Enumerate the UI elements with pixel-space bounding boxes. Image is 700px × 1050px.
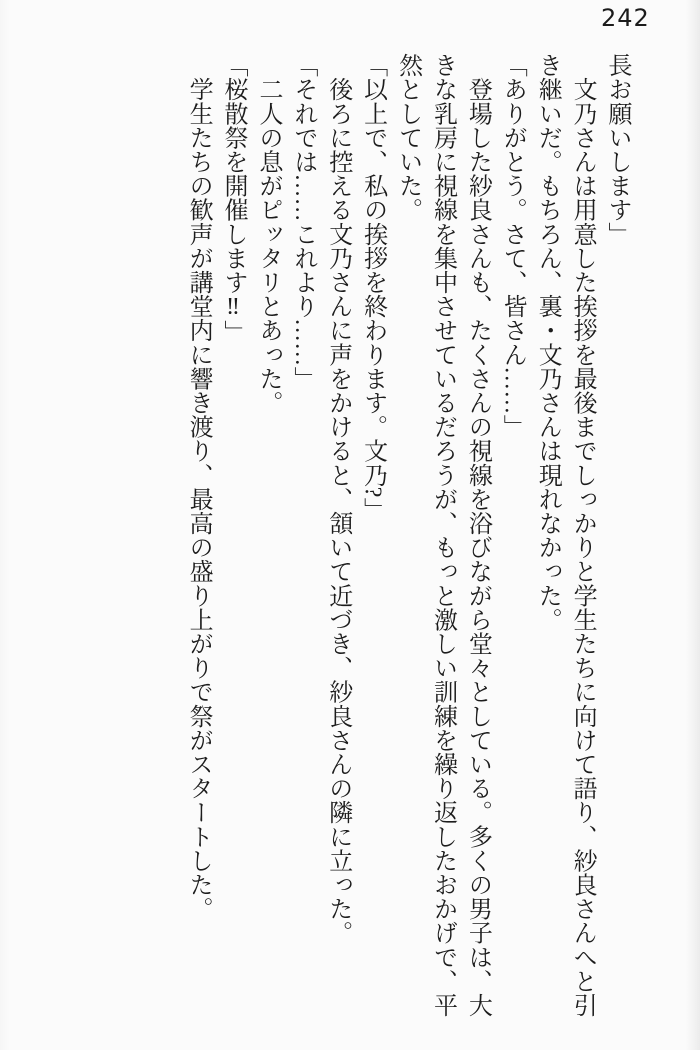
vertical-text-block: [180, 53, 634, 1029]
text-column-7: 然としていた。: [394, 53, 421, 222]
text-column-8: 「以上で、私の挨拶を終わります。文乃?」: [359, 53, 386, 522]
text-column-12: 「桜散祭を開催します‼」: [220, 53, 247, 345]
page-number: 242: [601, 4, 650, 32]
text-column-4: 「ありがとう。さて、皆さん……」: [499, 53, 526, 439]
text-column-13: 学生たちの歓声が講堂内に響き渡り、最高の盛り上がりで祭がスタートした。: [185, 53, 212, 921]
text-column-5: 登場した紗良さんも、たくさんの視線を浴びながら堂々としている。多くの男子は、大: [464, 53, 491, 1017]
text-column-2: 文乃さんは用意した挨拶を最後までしっかりと学生たちに向けて語り、紗良さんへと引: [569, 53, 596, 1017]
text-column-11: 二人の息がピッタリとあった。: [254, 53, 281, 415]
text-column-1: 長お願いします」: [604, 53, 630, 246]
text-column-10: 「それでは……これより……」: [289, 53, 316, 391]
text-column-9: 後ろに控える文乃さんに声をかけると、頷いて近づき、紗良さんの隣に立った。: [324, 53, 351, 945]
text-column-6: きな乳房に視線を集中させているだろうが、もっと激しい訓練を繰り返したおかげで、平: [429, 53, 456, 1017]
text-column-3: き継いだ。もちろん、裏・文乃さんは現れなかった。: [534, 53, 561, 632]
